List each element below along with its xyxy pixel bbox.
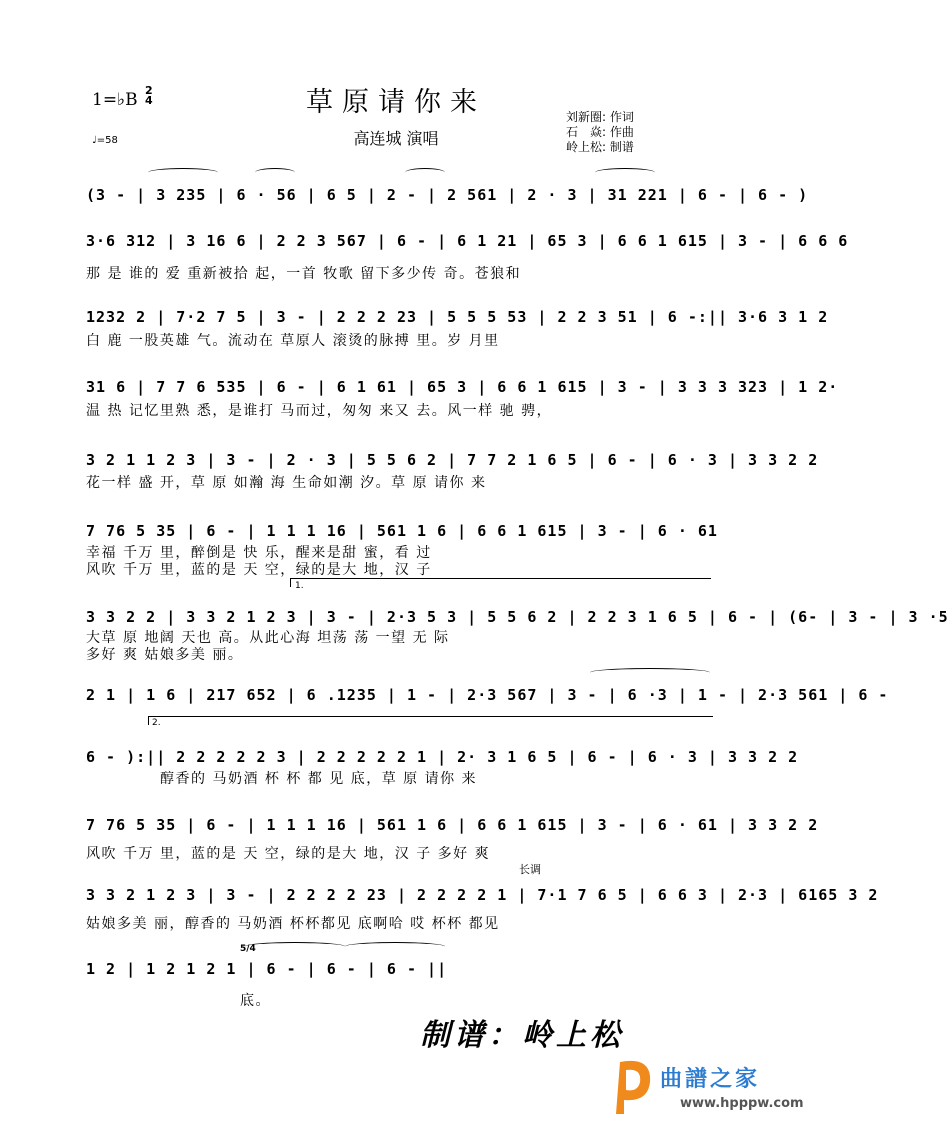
lyrics-row-3: 白 鹿 一股英雄 气。流动在 草原人 滚烫的脉搏 里。岁 月里 (86, 333, 500, 349)
notation: 6 - ):|| 2 2 2 2 2 3 | 2 2 2 2 2 1 | 2· 3 1 6 5 | 6 - | 6 · 3 | 3 3 2 2 (86, 748, 799, 766)
notation: 1232 2 | 7·2 7 5 | 3 - | 2 2 2 23 | 5 5 5 53 | 2 2 3 51 | 6 -:|| 3·6 3 1 2 (86, 308, 829, 326)
lyrics-row-10: 风吹 千万 里，蓝的是 天 空，绿的是大 地，汉 子 多好 爽 (86, 846, 491, 862)
slur-arc (148, 168, 218, 177)
changdiao-label: 长调 (519, 863, 541, 876)
slur-arc (345, 942, 445, 951)
song-title: 草原请你来 (306, 87, 486, 118)
notation: (3 - | 3 235 | 6 · 56 | 6 5 | 2 - | 2 561 | 2 · 3 | 31 221 | 6 - | 6 - ) (86, 186, 809, 204)
credit-composer: 石 焱: 作曲 (566, 125, 634, 139)
score-row-6 (86, 508, 718, 540)
slur-arc (590, 668, 710, 677)
credit-transcriber: 岭上松: 制谱 (566, 140, 634, 154)
lyrics-row-9: 醇香的 马奶酒 杯 杯 都 见 底，草 原 请你 来 (160, 771, 478, 787)
singer-credit: 高连城 演唱 (353, 129, 439, 148)
volta-1-bracket (290, 578, 711, 587)
score-row-4 (86, 364, 839, 396)
lyrics-row-6b: 风吹 千万 里，蓝的是 天 空，绿的是大 地，汉 子 (86, 562, 432, 578)
key-signature: 1=♭B (92, 90, 138, 110)
score-row-10 (86, 802, 819, 834)
lyrics-row-6a: 幸福 千万 里，醉倒是 快 乐，醒来是甜 蜜，看 过 (86, 545, 432, 561)
time-top: 2 (145, 84, 153, 97)
lyrics-row-4: 温 热 记忆里熟 悉，是谁打 马而过，匆匆 来又 去。风一样 驰 骋， (86, 403, 553, 419)
site-url: www.hpppw.com (680, 1096, 804, 1111)
slur-arc (255, 168, 295, 177)
lyrics-row-5: 花一样 盛 开，草 原 如瀚 海 生命如潮 汐。草 原 请你 来 (86, 475, 487, 491)
credit-lyricist: 刘新圈: 作词 (566, 110, 634, 124)
notation: 1 2 | 1 2 1 2 1 | 6 - | 6 - | 6 - || (86, 960, 448, 978)
lyrics-row-12: 底。 (240, 993, 271, 1009)
lyrics-row-7b: 多好 爽 姑娘多美 丽。 (86, 647, 244, 663)
site-logo-text: 曲譜之家 (660, 1067, 761, 1092)
slur-arc (245, 942, 345, 951)
volta-1-label: 1. (295, 581, 304, 591)
score-row-7 (86, 594, 949, 626)
notation: 31 6 | 7 7 6 535 | 6 - | 6 1 61 | 65 3 | 6 6 1 615 | 3 - | 3 3 3 323 | 1 2· (86, 378, 839, 396)
score-row-3 (86, 294, 829, 326)
notation: 3 3 2 1 2 3 | 3 - | 2 2 2 2 23 | 2 2 2 2 1 | 7·1 7 6 5 | 6 6 3 | 2·3 | 6165 3 2 (86, 886, 879, 904)
credits-block (566, 110, 634, 155)
tempo-mark: ♩=58 (92, 135, 118, 146)
lyrics-row-7a: 大草 原 地阔 天也 高。从此心海 坦荡 荡 一望 无 际 (86, 630, 450, 646)
notation: 3 2 1 1 2 3 | 3 - | 2 · 3 | 5 5 6 2 | 7 7 2 1 6 5 | 6 - | 6 · 3 | 3 3 2 2 (86, 451, 819, 469)
score-row-2 (86, 218, 849, 250)
time-bottom: 4 (145, 94, 153, 107)
notation: 2 1 | 1 6 | 217 652 | 6 .1235 | 1 - | 2·3 567 | 3 - | 6 ·3 | 1 - | 2·3 561 | 6 - (86, 686, 889, 704)
notation: 3 3 2 2 | 3 3 2 1 2 3 | 3 - | 2·3 5 3 | 5 5 6 2 | 2 2 3 1 6 5 | 6 - | (6- | 3 - | 3 ·5 (86, 608, 949, 626)
score-row-9 (86, 734, 799, 766)
site-logo-icon (612, 1056, 662, 1118)
notation: 7 76 5 35 | 6 - | 1 1 1 16 | 561 1 6 | 6 6 1 615 | 3 - | 6 · 61 (86, 522, 718, 540)
score-row-11 (86, 872, 879, 904)
score-row-5 (86, 437, 819, 469)
time-change-label: 5/4 (240, 944, 256, 954)
notation: 7 76 5 35 | 6 - | 1 1 1 16 | 561 1 6 | 6 6 1 615 | 3 - | 6 · 61 | 3 3 2 2 (86, 816, 819, 834)
lyrics-row-2: 那 是 谁的 爱 重新被拾 起，一首 牧歌 留下多少传 奇。苍狼和 (86, 266, 522, 282)
notation: 3·6 312 | 3 16 6 | 2 2 3 567 | 6 - | 6 1 21 | 65 3 | 6 6 1 615 | 3 - | 6 6 6 (86, 232, 849, 250)
volta-2-label: 2. (152, 718, 161, 728)
slur-arc (595, 168, 655, 177)
lyrics-row-11: 姑娘多美 丽，醇香的 马奶酒 杯杯都见 底啊哈 哎 杯杯 都见 (86, 916, 500, 932)
slur-arc (405, 168, 445, 177)
volta-2-bracket (148, 716, 713, 725)
transcriber-signature: 制谱：岭上松 (420, 1018, 624, 1053)
